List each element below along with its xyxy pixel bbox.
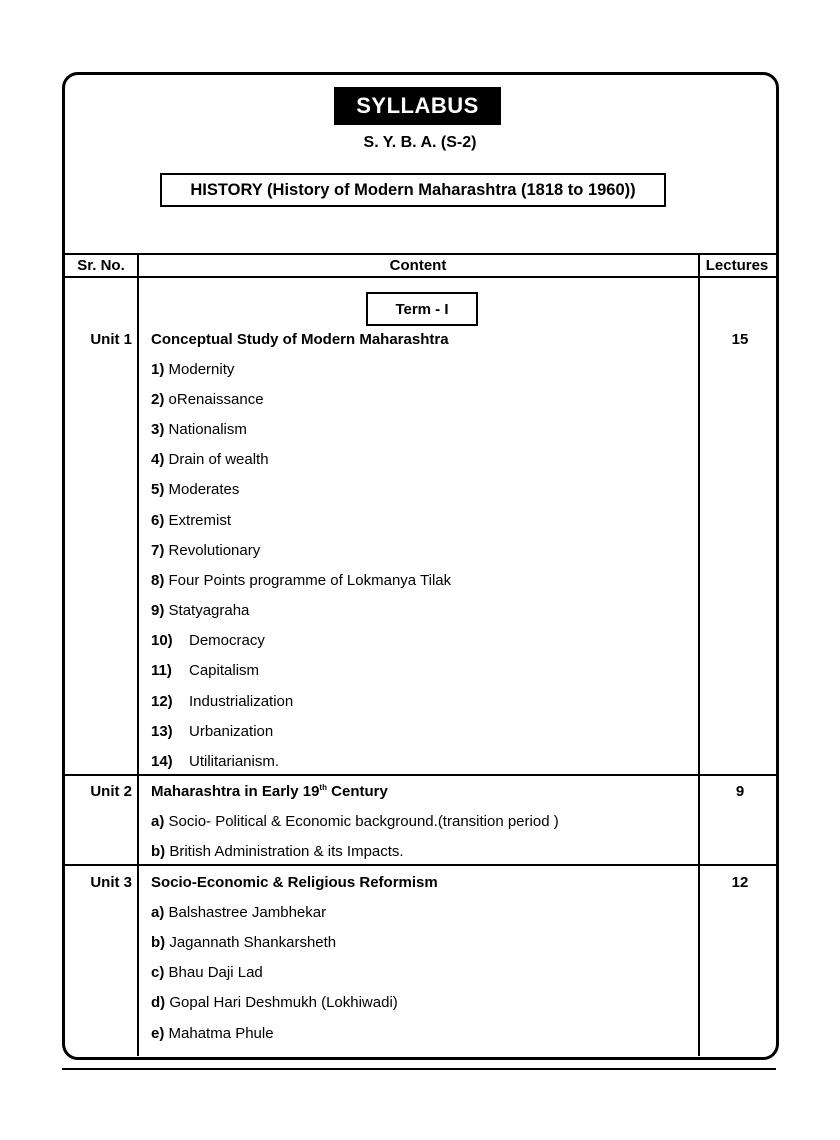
- unit-1-bottom-rule: [64, 774, 776, 776]
- footer-rule: [62, 1068, 776, 1070]
- subject-box: HISTORY (History of Modern Maharashtra (1818 to 1960)): [160, 173, 666, 207]
- page-title: SYLLABUS: [334, 87, 501, 125]
- list-item: d) Gopal Hari Deshmukh (Lokhiwadi): [151, 994, 398, 1011]
- col-header-sr: Sr. No.: [77, 257, 125, 274]
- term-label: Term - I: [366, 292, 478, 326]
- table-top-rule: [64, 253, 776, 255]
- list-item: 13) Urbanization: [151, 723, 274, 740]
- course-subtitle: S. Y. B. A. (S-2): [363, 134, 477, 151]
- list-item: a) Socio- Political & Economic background.(transition period ): [151, 813, 559, 830]
- unit-label: Unit 2: [90, 783, 132, 800]
- list-item: e) Mahatma Phule: [151, 1025, 274, 1042]
- col-header-lectures: Lectures: [705, 257, 769, 274]
- list-item: 10) Democracy: [151, 632, 265, 649]
- table-header-rule: [64, 276, 776, 278]
- list-item: 7) Revolutionary: [151, 542, 261, 559]
- list-item: 3) Nationalism: [151, 421, 247, 438]
- list-item: b) Jagannath Shankarsheth: [151, 934, 337, 951]
- list-item: 11) Capitalism: [151, 662, 260, 679]
- unit-label: Unit 3: [90, 874, 132, 891]
- list-item: b) British Administration & its Impacts.: [151, 843, 404, 860]
- lecture-count: 15: [731, 331, 749, 348]
- col-divider-sr: [137, 253, 139, 1056]
- unit-heading: Socio-Economic & Religious Reformism: [151, 874, 438, 891]
- unit-heading: Conceptual Study of Modern Maharashtra: [151, 331, 449, 348]
- unit-heading: Maharashtra in Early 19th Century: [151, 783, 388, 800]
- list-item: 12) Industrialization: [151, 693, 294, 710]
- list-item: 9) Statyagraha: [151, 602, 250, 619]
- list-item: a) Balshastree Jambhekar: [151, 904, 327, 921]
- list-item: 5) Moderates: [151, 481, 240, 498]
- lecture-count: 9: [735, 783, 745, 800]
- list-item: 4) Drain of wealth: [151, 451, 269, 468]
- lecture-count: 12: [731, 874, 749, 891]
- col-header-content: Content: [389, 257, 447, 274]
- list-item: 6) Extremist: [151, 512, 232, 529]
- list-item: 8) Four Points programme of Lokmanya Tilak: [151, 572, 452, 589]
- list-item: c) Bhau Daji Lad: [151, 964, 263, 981]
- col-divider-lectures: [698, 253, 700, 1056]
- list-item: 1) Modernity: [151, 361, 235, 378]
- unit-label: Unit 1: [90, 331, 132, 348]
- unit-2-bottom-rule: [64, 864, 776, 866]
- list-item: 14) Utilitarianism.: [151, 753, 280, 770]
- list-item: 2) oRenaissance: [151, 391, 264, 408]
